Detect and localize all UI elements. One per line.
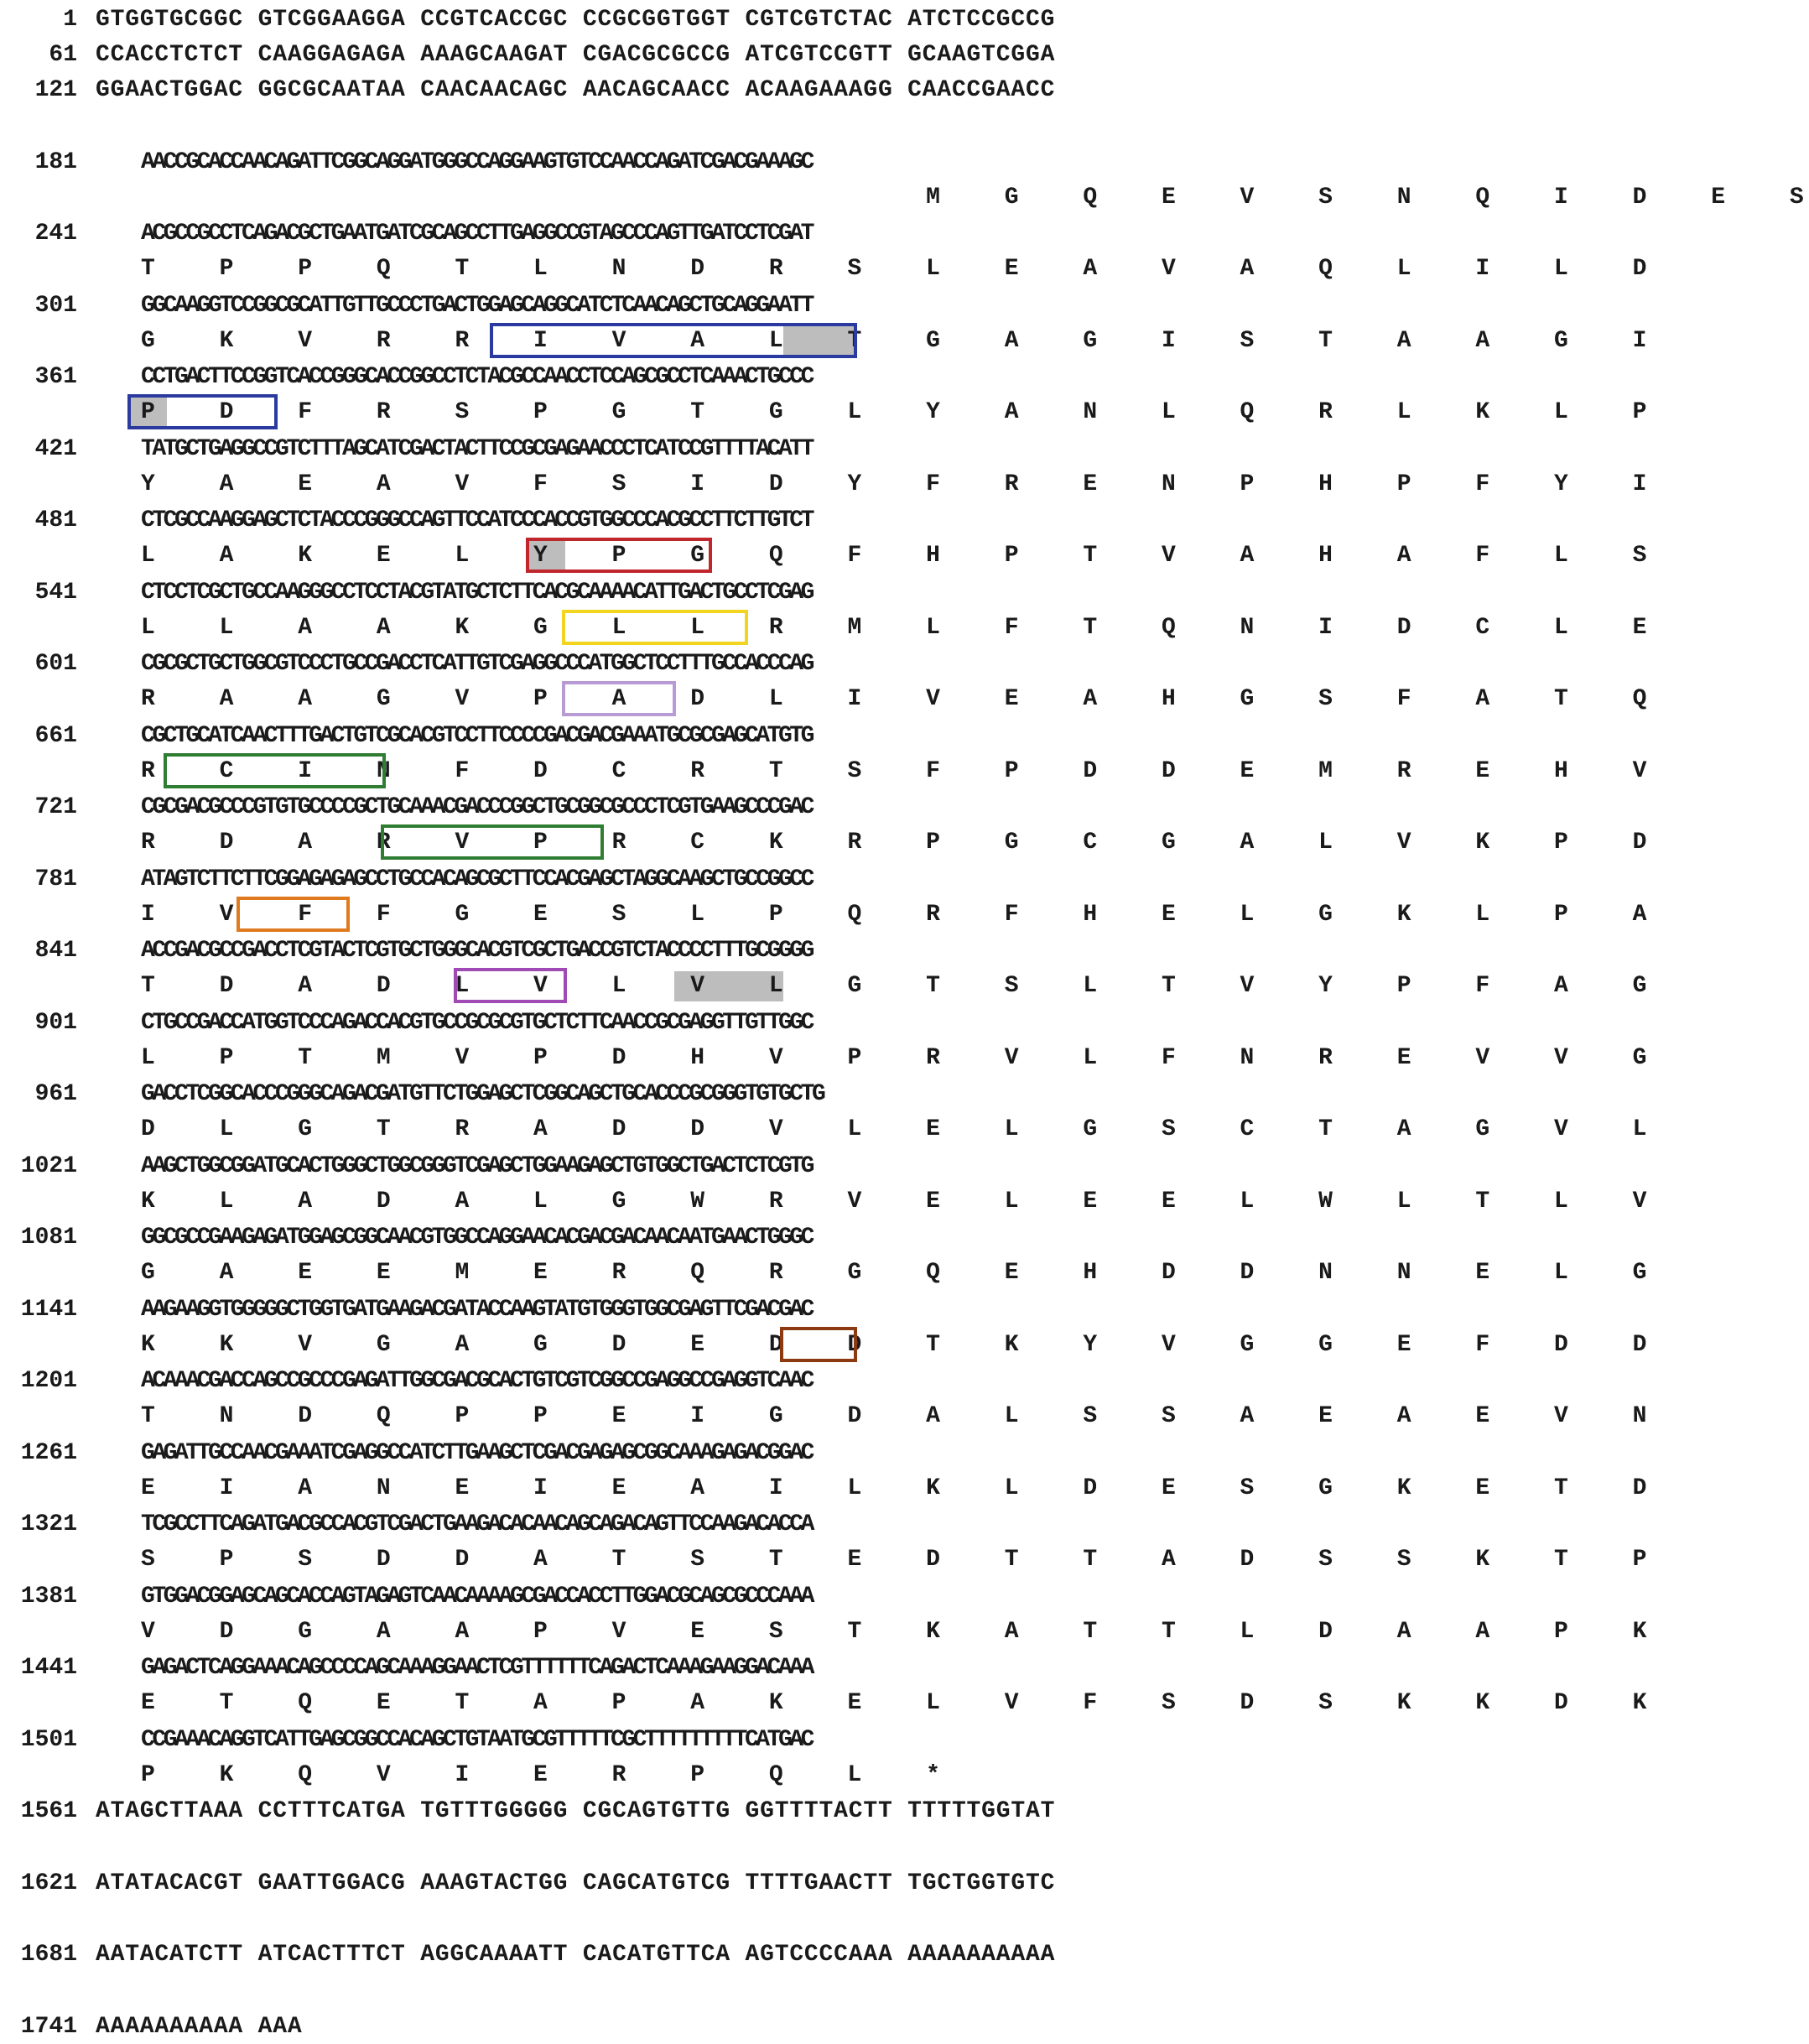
motif-box-orange <box>237 897 351 932</box>
motif-box-yellow <box>562 610 748 645</box>
position-number: 481 <box>34 507 77 533</box>
nucleotide-sequence: AAGAAGGTGGGGGCTGGTGATGAAGACGATACCAAGTATGTGGGTGGCGAGTTCGACGAC <box>141 1296 812 1323</box>
amino-acid-translation: T N D Q P P E I G D A L S S A E A E V N <box>141 1403 1653 1429</box>
amino-acid-translation: G K V R R I V A L T G A G I S T A A G I <box>141 327 1653 354</box>
nucleotide-sequence: CCGAAACAGGTCATTGAGCGGCCACAGCTGTAATGCGTTTTTCGCTTTTTTTTTCATGAC <box>141 1726 812 1753</box>
nucleotide-sequence: ATATACACGT GAATTGGACG AAAGTACTGG CAGCATGTCG TTTTGAACTT TGCTGGTGTC <box>96 1870 1056 1896</box>
position-number: 1321 <box>20 1511 77 1537</box>
position-number: 301 <box>34 292 77 319</box>
position-number: 541 <box>34 579 77 606</box>
amino-acid-translation: G A E E M E R Q R G Q E H D D N N E L G <box>141 1260 1653 1286</box>
nucleotide-sequence: GTGGTGCGGC GTCGGAAGGA CCGTCACCGC CCGCGGTGGT CGTCGTCTAC ATCTCCGCCG <box>96 7 1056 33</box>
position-number: 1681 <box>20 1942 77 1968</box>
position-number: 361 <box>34 364 77 390</box>
position-number: 1081 <box>20 1225 77 1251</box>
nucleotide-sequence: AAAAAAAAAA AAA <box>96 2013 303 2040</box>
nucleotide-sequence: CTGCCGACCATGGTCCCAGACCACGTGCCGCGCGTGCTCTTCAACCGCGAGGTTGTTGGC <box>141 1009 812 1036</box>
amino-acid-translation: I V F F G E S L P Q R F H E L G K L P A <box>141 901 1653 928</box>
nucleotide-sequence: CGCTGCATCAACTTTGACTGTCGCACGTCCTTCCCCGACGACGAAATGCGCGAGCATGTG <box>141 722 812 749</box>
position-number: 1741 <box>20 2013 77 2040</box>
motif-box-lavender <box>562 681 676 716</box>
amino-acid-translation: L L A A K G L L R M L F T Q N I D C L E <box>141 614 1653 641</box>
nucleotide-sequence: GGCAAGGTCCGGCGCATTGTTGCCCTGACTGGAGCAGGCATCTCAACAGCTGCAGGAATT <box>141 292 812 319</box>
nucleotide-sequence: GGAACTGGAC GGCGCAATAA CAACAACAGC AACAGCAACC ACAAGAAAGG CAACCGAACC <box>96 77 1056 103</box>
motif-box-brown <box>780 1327 857 1362</box>
nucleotide-sequence: ATAGTCTTCTTCGGAGAGAGCCTGCCACAGCGCTTCCACGAGCTAGGCAAGCTGCCGGCC <box>141 866 812 892</box>
amino-acid-translation: T P P Q T L N D R S L E A V A Q L I L D <box>141 256 1653 282</box>
position-number: 241 <box>34 221 77 247</box>
motif-box-blue <box>490 323 857 358</box>
amino-acid-translation: P D F R S P G T G L Y A N L Q R L K L P <box>141 399 1653 425</box>
motif-box-red <box>526 538 712 573</box>
amino-acid-translation: P K Q V I E R P Q L * <box>141 1761 946 1788</box>
nucleotide-sequence: AAGCTGGCGGATGCACTGGGCTGGCGGGTCGAGCTGGAAGAGCTGTGGCTGACTCTCGTG <box>141 1152 812 1179</box>
amino-acid-translation: S P S D D A T S T E D T T A D S S K T P <box>141 1547 1653 1573</box>
position-number: 901 <box>34 1009 77 1036</box>
nucleotide-sequence: CTCGCCAAGGAGCTCTACCCGGGCCAGTTCCATCCCACCGTGGCCCACGCCTTCTTGTCT <box>141 507 812 533</box>
amino-acid-translation: R D A R V P R C K R P G C G A L V K P D <box>141 830 1653 856</box>
nucleotide-sequence: AATACATCTT ATCACTTTCT AGGCAAAATT CACATGTTCA AGTCCCCAAA AAAAAAAAAA <box>96 1942 1056 1968</box>
amino-acid-translation: K L A D A L G W R V E L E E L W L T L V <box>141 1188 1653 1214</box>
position-number: 781 <box>34 866 77 892</box>
amino-acid-translation: L P T M V P D H V P R V L F N R E V V G <box>141 1044 1653 1071</box>
position-number: 1 <box>63 7 77 33</box>
position-number: 1261 <box>20 1439 77 1466</box>
position-number: 961 <box>34 1081 77 1107</box>
amino-acid-translation: T D A D L V L V L G T S L T V Y P F A G <box>141 973 1653 999</box>
position-number: 1381 <box>20 1583 77 1610</box>
position-number: 61 <box>49 42 77 68</box>
position-number: 421 <box>34 435 77 462</box>
position-number: 1561 <box>20 1798 77 1824</box>
nucleotide-sequence: GTGGACGGAGCAGCACCAGTAGAGTCAACAAAAGCGACCACCTTGGACGCAGCGCCCAAA <box>141 1583 812 1610</box>
amino-acid-translation: Y A E A V F S I D Y F R E N P H P F Y I <box>141 471 1653 497</box>
amino-acid-translation: R A A G V P A D L I V E A H G S F A T Q <box>141 686 1653 712</box>
nucleotide-sequence: GGCGCCGAAGAGATGGAGCGGCAACGTGGCCAGGAACACGACGACAACAATGAACTGGGC <box>141 1225 812 1251</box>
motif-box-green <box>381 824 603 860</box>
nucleotide-sequence: ACAAACGACCAGCCGCCCGAGATTGGCGACGCACTGTCGTCGGCCGAGGCCGAGGTCAAC <box>141 1368 812 1394</box>
nucleotide-sequence: CGCGCTGCTGGCGTCCCTGCCGACCTCATTGTCGAGGCCCATGGCTCCTTTGCCACCCAG <box>141 651 812 677</box>
amino-acid-translation: E T Q E T A P A K E L V F S D S K K D K <box>141 1690 1653 1716</box>
amino-acid-translation: R C I N F D C R T S F P D D E M R E H V <box>141 757 1653 784</box>
motif-box-magenta <box>454 968 568 1003</box>
nucleotide-sequence: CCACCTCTCT CAAGGAGAGA AAAGCAAGAT CGACGCGCCG ATCGTCCGTT GCAAGTCGGA <box>96 42 1056 68</box>
position-number: 601 <box>34 651 77 677</box>
position-number: 1621 <box>20 1870 77 1896</box>
nucleotide-sequence: CCTGACTTCCGGTCACCGGGCACCGGCCTCTACGCCAACCTCCAGCGCCTCAAACTGCCC <box>141 364 812 390</box>
position-number: 181 <box>34 148 77 175</box>
motif-box-green <box>164 753 386 788</box>
amino-acid-translation: E I A N E I E A I L K L D E S G K E T D <box>141 1474 1653 1501</box>
position-number: 841 <box>34 938 77 964</box>
nucleotide-sequence: ACCGACGCCGACCTCGTACTCGTGCTGGGCACGTCGCTGACCGTCTACCCCTTTGCGGGG <box>141 938 812 964</box>
nucleotide-sequence: ATAGCTTAAA CCTTTCATGA TGTTTGGGGG CGCAGTGTTG GGTTTTACTT TTTTTGGTAT <box>96 1798 1056 1824</box>
nucleotide-sequence: TCGCCTTCAGATGACGCCACGTCGACTGAAGACACAACAGCAGACAGTTCCAAGACACCA <box>141 1511 812 1537</box>
position-number: 1501 <box>20 1726 77 1753</box>
position-number: 1201 <box>20 1368 77 1394</box>
position-number: 1021 <box>20 1152 77 1179</box>
position-number: 661 <box>34 722 77 749</box>
nucleotide-sequence: GACCTCGGCACCCGGGCAGACGATGTTCTGGAGCTCGGCAGCTGCACCCGCGGGTGTGCTG <box>141 1081 824 1107</box>
motif-box-blue <box>127 394 278 429</box>
nucleotide-sequence: CTCCTCGCTGCCAAGGGCCTCCTACGTATGCTCTTCACGCAAAACATTGACTGCCTCGAG <box>141 579 812 606</box>
nucleotide-sequence: GAGACTCAGGAAACAGCCCCAGCAAAGGAACTCGTTTTTTCAGACTCAAAGAAGGACAAA <box>141 1655 812 1681</box>
amino-acid-translation: M G Q E V S N Q I D E S <box>141 184 1809 211</box>
position-number: 1141 <box>20 1296 77 1323</box>
position-number: 721 <box>34 794 77 820</box>
nucleotide-sequence: CGCGACGCCCGTGTGCCCCGCTGCAAACGACCCGGCTGCGGCGCCCTCGTGAAGCCCGAC <box>141 794 812 820</box>
amino-acid-translation: K K V G A G D E D D T K Y V G G E F D D <box>141 1331 1653 1358</box>
amino-acid-translation: D L G T R A D D V L E L G S C T A G V L <box>141 1116 1653 1142</box>
nucleotide-sequence: TATGCTGAGGCCGTCTTTAGCATCGACTACTTCCGCGAGAACCCTCATCCGTTTTACATT <box>141 435 812 462</box>
amino-acid-translation: L A K E L Y P G Q F H P T V A H A F L S <box>141 543 1653 569</box>
position-number: 121 <box>34 77 77 103</box>
nucleotide-sequence: GAGATTGCCAACGAAATCGAGGCCATCTTGAAGCTCGACGAGAGCGGCAAAGAGACGGAC <box>141 1439 812 1466</box>
nucleotide-sequence: ACGCCGCCTCAGACGCTGAATGATCGCAGCCTTGAGGCCGTAGCCCAGTTGATCCTCGAT <box>141 221 812 247</box>
amino-acid-translation: V D G A A P V E S T K A T T L D A A P K <box>141 1618 1653 1645</box>
position-number: 1441 <box>20 1655 77 1681</box>
nucleotide-sequence: AACCGCACCAACAGATTCGGCAGGATGGGCCAGGAAGTGTCCAACCAGATCGACGAAAGC <box>141 148 812 175</box>
